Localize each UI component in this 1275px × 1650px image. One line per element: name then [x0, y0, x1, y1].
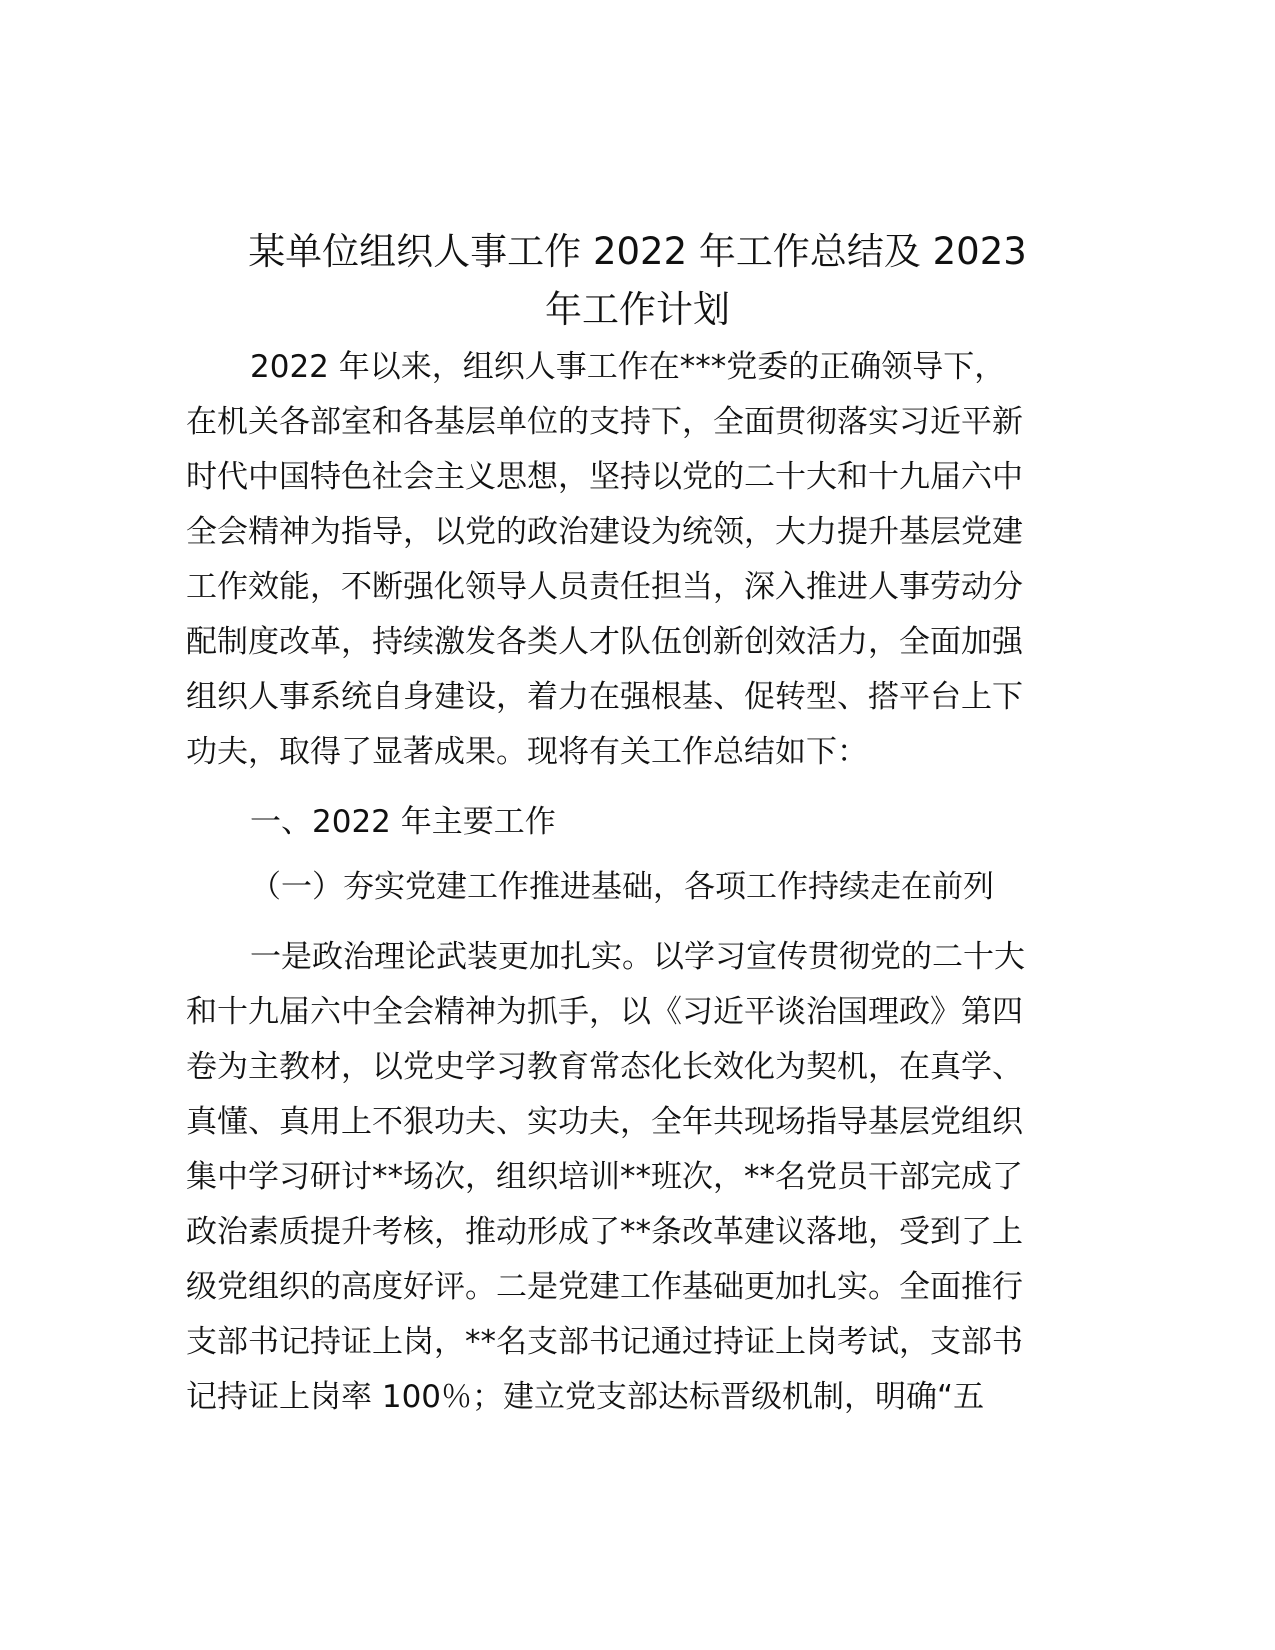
paragraph-line: 2022 年以来，组织人事工作在***党委的正确领导下， — [250, 349, 1006, 385]
paragraph-line: 和十九届六中全会精神为抓手，以《习近平谈治国理政》第四 — [186, 994, 1023, 1030]
paragraph-line: 全会精神为指导，以党的政治建设为统领，大力提升基层党建 — [186, 514, 1023, 550]
section-heading: 一、2022 年主要工作 — [250, 804, 556, 840]
paragraph-line: 级党组织的高度好评。二是党建工作基础更加扎实。全面推行 — [186, 1269, 1023, 1305]
paragraph-line: 功夫，取得了显著成果。现将有关工作总结如下： — [186, 734, 868, 770]
paragraph-line: 在机关各部室和各基层单位的支持下，全面贯彻落实习近平新 — [186, 404, 1023, 440]
paragraph-line: 政治素质提升考核，推动形成了**条改革建议落地，受到了上 — [186, 1214, 1023, 1250]
paragraph-line: 真懂、真用上不狠功夫、实功夫，全年共现场指导基层党组织 — [186, 1104, 1023, 1140]
document-title-line-1: 某单位组织人事工作 2022 年工作总结及 2023 — [248, 230, 1027, 273]
paragraph-line: 组织人事系统自身建设，着力在强根基、促转型、搭平台上下 — [186, 679, 1023, 715]
document-title-line-2: 年工作计划 — [545, 288, 730, 331]
paragraph-line: 时代中国特色社会主义思想，坚持以党的二十大和十九届六中 — [186, 459, 1023, 495]
paragraph-line: 一是政治理论武装更加扎实。以学习宣传贯彻党的二十大 — [250, 939, 1025, 975]
paragraph-line: 配制度改革，持续激发各类人才队伍创新创效活力，全面加强 — [186, 624, 1023, 660]
paragraph-line: 卷为主教材，以党史学习教育常态化长效化为契机，在真学、 — [186, 1049, 1023, 1085]
paragraph-line: 记持证上岗率 100％；建立党支部达标晋级机制，明确“五 — [186, 1379, 985, 1415]
paragraph-line: 支部书记持证上岗，**名支部书记通过持证上岗考试，支部书 — [186, 1324, 1023, 1360]
paragraph-line: 集中学习研讨**场次，组织培训**班次，**名党员干部完成了 — [186, 1159, 1023, 1195]
paragraph-line: 工作效能，不断强化领导人员责任担当，深入推进人事劳动分 — [186, 569, 1023, 605]
subsection-heading: （一）夯实党建工作推进基础，各项工作持续走在前列 — [250, 869, 994, 905]
